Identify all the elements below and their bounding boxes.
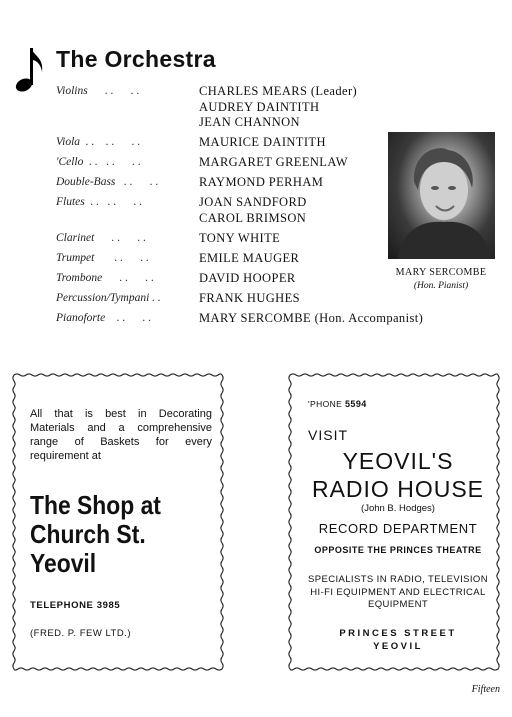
shop-owner: (FRED. P. FEW LTD.) (30, 628, 131, 639)
record-department: RECORD DEPARTMENT (318, 521, 478, 536)
store-specialties (300, 574, 496, 612)
ad-description: All that is best in Decorating Materials and a comprehensive range of Baskets for every requirement at (30, 408, 212, 462)
roster-row (56, 175, 436, 191)
shop-name-line: The Shop at (30, 490, 161, 520)
portrait-caption-role: (Hon. Pianist) (413, 281, 469, 291)
musician-name: CAROL BRIMSON (199, 210, 307, 225)
instrument-label: Flutes . . . . . . (56, 196, 143, 208)
roster-row (56, 311, 436, 327)
orchestra-roster (56, 84, 436, 331)
musician-name: JEAN CHANNON (199, 115, 300, 129)
instrument-label: Clarinet . . . . (56, 231, 147, 244)
musician-name: DAVID HOOPER (199, 270, 296, 285)
musician-names (199, 271, 296, 287)
store-name-line: RADIO HOUSE (311, 476, 485, 502)
portrait-caption-name: MARY SERCOMBE (395, 267, 487, 278)
musician-names (199, 84, 357, 131)
musician-name: EMILE MAUGER (199, 250, 300, 265)
musician-name: FRANK HUGHES (199, 290, 300, 305)
musician-names (199, 311, 423, 327)
musician-name: MARGARET GREENLAW (199, 155, 348, 169)
address-line: YEOVIL (373, 641, 423, 652)
shop-advertisement (10, 371, 226, 673)
musician-names (199, 135, 326, 151)
musician-name: RAYMOND PERHAM (199, 175, 324, 189)
musician-names (199, 175, 323, 191)
instrument-label: Trombone . . . . (56, 271, 154, 284)
phone-number: 5594 (345, 399, 367, 409)
musician-name: CHARLES MEARS (Leader) (199, 84, 358, 98)
store-proprietor: (John B. Hodges) (361, 503, 435, 514)
shop-telephone: TELEPHONE 3985 (30, 600, 121, 611)
phone-line (308, 399, 367, 409)
radio-house-advertisement (286, 371, 502, 673)
shop-name-line: Yeovil (30, 548, 97, 578)
instrument-label: Pianoforte . . . . (56, 311, 152, 324)
quaver-music-note-icon (14, 44, 48, 94)
musician-names (199, 195, 307, 226)
address-line: PRINCES STREET (339, 628, 457, 639)
store-name (300, 447, 496, 503)
musician-names (199, 231, 280, 247)
store-address (300, 627, 496, 653)
instrument-label: Double-Bass . . . . (56, 176, 159, 188)
instrument-label: Trumpet . . . . (56, 251, 149, 264)
roster-row (56, 84, 436, 131)
musician-names (199, 155, 348, 171)
instrument-label: Percussion/Tympani . . (56, 291, 161, 304)
shop-name (30, 491, 219, 578)
roster-row (56, 251, 436, 267)
portrait-photo (388, 132, 495, 259)
visit-label: VISIT (308, 427, 349, 443)
specialty-line: SPECIALISTS IN RADIO, TELEVISION (308, 574, 488, 585)
roster-row (56, 231, 436, 247)
store-name-line: YEOVIL'S (342, 448, 454, 474)
specialty-line: EQUIPMENT (367, 599, 429, 610)
roster-row (56, 195, 436, 226)
musician-name: MAURICE DAINTITH (199, 135, 326, 149)
musician-names (199, 251, 299, 267)
page-number: Fifteen (471, 684, 500, 695)
instrument-label: Violins . . . . (56, 85, 140, 97)
musician-names (199, 291, 300, 307)
roster-row (56, 135, 436, 151)
musician-name: AUDREY DAINTITH (199, 99, 320, 114)
instrument-label: 'Cello . . . . . . (56, 156, 141, 168)
phone-label: 'PHONE (308, 399, 343, 409)
page-title: The Orchestra (56, 46, 216, 72)
portrait-image (388, 132, 495, 259)
instrument-label: Viola . . . . . . (56, 136, 141, 148)
store-location: OPPOSITE THE PRINCES THEATRE (314, 545, 482, 555)
musician-name: MARY SERCOMBE (Hon. Accompanist) (199, 310, 424, 325)
roster-row (56, 271, 436, 287)
roster-row (56, 155, 436, 171)
roster-row (56, 291, 436, 307)
shop-name-line: Church St. (30, 519, 146, 549)
specialty-line: HI-FI EQUIPMENT AND ELECTRICAL (310, 586, 486, 598)
musician-name: JOAN SANDFORD (199, 195, 307, 209)
musician-name: TONY WHITE (199, 230, 281, 245)
